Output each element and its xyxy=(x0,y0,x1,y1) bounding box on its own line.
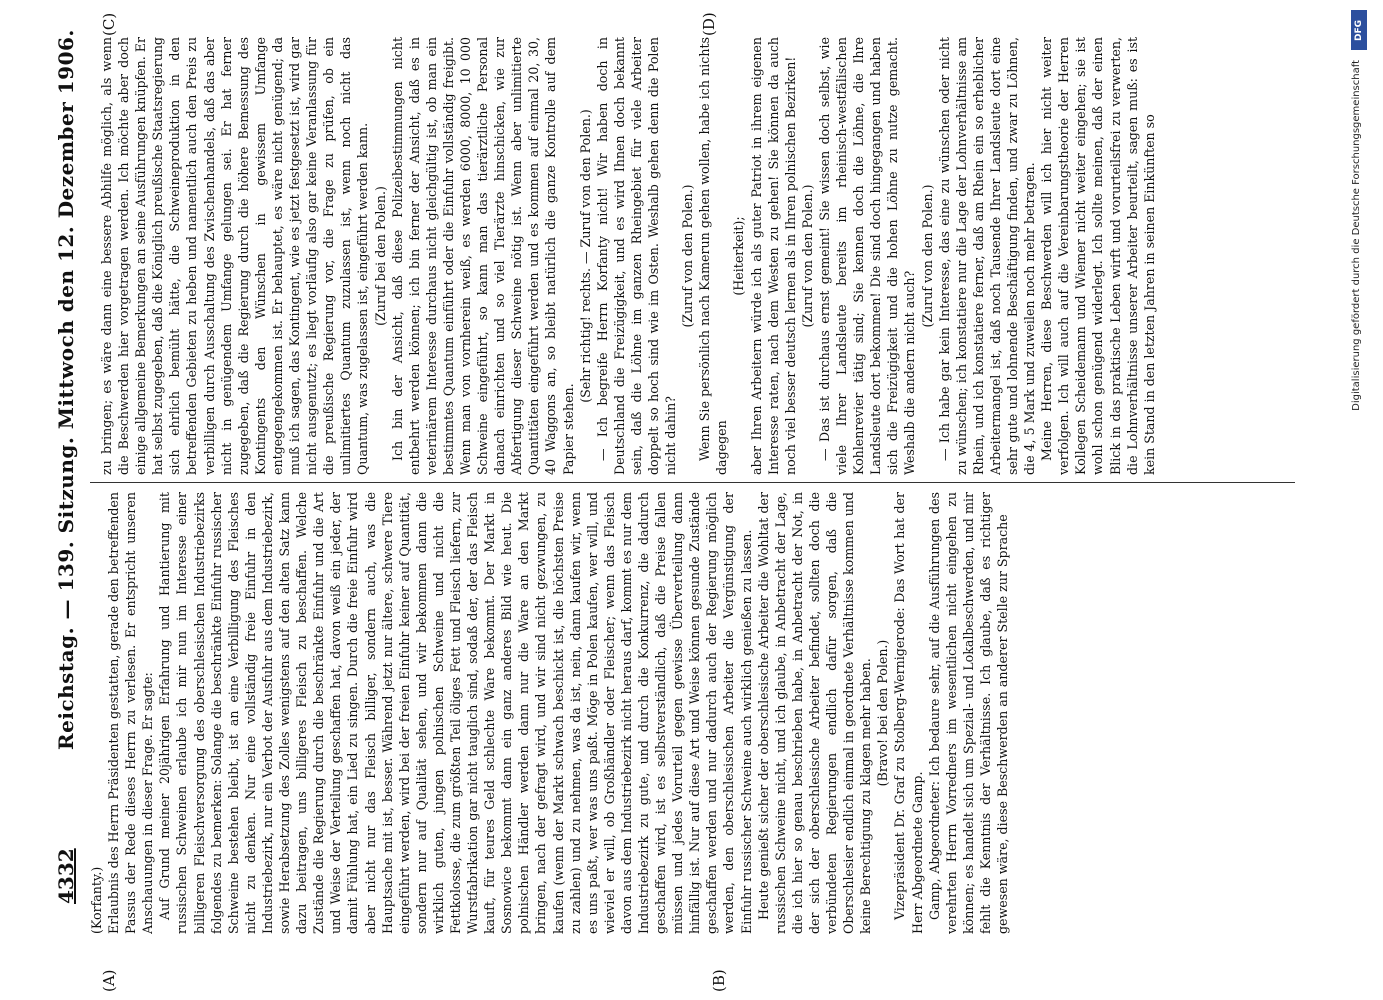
right-text-column xyxy=(98,37,1290,475)
interjection: (Zuruf von den Polen.) xyxy=(680,184,696,328)
paragraph: Ich bin der Ansicht, daß diese Polizeibestimmungen nicht entbehrt werden können; ich bin ferner der Ansicht, daß es in veterinärem Interesse durchaus nicht gleichgültig ist, ob man ein bestimmtes Quantum einführt oder die Einfuhr vollständig freigibt. Wenn man von vornherein weiß, es werden 6000, 8000, 10 000 Schweine eingeführt, so kann man das tierärztliche Personal danach einrichten und so viel Tierärzte hinschicken, wie zur Abfertigung dieser Schweine nötig ist. Wenn aber unlimitierte Quantitäten eingeführt werden und es kommen auf einmal 20, 30, 40 Waggons an, so bleibt natürlich die ganze Kontrolle auf dem Papier stehen. xyxy=(389,37,576,475)
left-text-column xyxy=(88,492,1304,934)
paragraph: Heute genießt sicher der oberschlesische Arbeiter die Wohltat der russischen Schweine nicht, und ich glaube, in Anbetracht der Lage, die ich hier so genau beschrieben habe, in Anbetracht der Not, in der sich der oberschlesische Arbeiter befindet, sollten doch die verbündeten Regierungen endlich dafür sorgen, daß die Oberschlesier endlich einmal in geordnete Verhältnisse kommen und keine Berechtigung zu klagen mehr haben. xyxy=(755,492,874,934)
page-header xyxy=(54,0,84,1000)
interjection: (Heiterkeit); xyxy=(731,216,747,296)
digitization-credit xyxy=(1349,6,1369,994)
speaker-tag: (Korfanty.) xyxy=(89,866,104,934)
paragraph: Erlaubnis des Herrn Präsidenten gestatten, gerade den betreffenden Passus der Rede dieses Herrn zu verlesen. Er entspricht unseren Anschauungen in dieser Frage. Er sagte: xyxy=(106,492,156,934)
paragraph: Meine Herren, diese Beschwerden will ich hier nicht weiter verfolgen. Ich will auch auf die Vereinbarungstheorie der Herren Kollegen Scheidemann und Wiemer nicht weiter eingehen; sie ist wohl schon genügend widerlegt. Ich sollte meinen, daß der einen Blick in das praktische Leben wirft und vorurteilsfrei zu verwerten, die Lohnverhältnisse unserer Arbeiter beurteilt, sagen muß: es ist kein Stand in den letzten Jahren in seinen Einkünften so xyxy=(1039,37,1157,475)
interjection: (Bravo! bei den Polen.) xyxy=(875,639,891,787)
paragraph: Wenn Sie persönlich nach Kamerun gehen wollen, habe ich nichts dagegen xyxy=(697,37,730,475)
paragraph: — Ich habe gar kein Interesse, das eine zu wünschen oder nicht zu wünschen; ich konstatiere nur die Lage der Lohnverhältnisse am Rhein, und ich konstatiere ferner, daß am Rhein ein so erheblicher Arbeitermangel ist, daß noch Tausende Ihrer Landsleute dort eine sehr gute und lohnende Beschäftigung finden, und zwar zu Löhnen, die 4, 5 Mark und zuweilen noch mehr betragen. xyxy=(936,37,1038,475)
interjection: (Zuruf bei den Polen.) xyxy=(372,186,388,326)
interjection: (Zuruf von den Polen.) xyxy=(919,184,935,328)
column-divider xyxy=(90,482,1295,483)
paragraph: — Das ist durchaus ernst gemeint! Sie wissen doch selbst, wie viele Ihrer Landsleute bereits im rheinisch-westfälischen Kohlenrevier tätig sind; Sie kennen doch die Löhne, die Ihre Landsleute dort bekommen! Die sind doch hingegangen und haben sich die Freizügigkeit und die hohen Löhne zu nutze gemacht. Weshalb die andern nicht auch? xyxy=(816,37,918,475)
margin-marker-a: (A) xyxy=(100,969,118,992)
interjection: (Sehr richtig! rechts. — Zuruf von den Polen.) xyxy=(577,109,593,403)
running-head: Reichstag. — 139. Sitzung. Mittwoch den 12. Dezember 1906. xyxy=(54,29,78,750)
margin-marker-d: (D) xyxy=(700,12,718,36)
paragraph: Gamp, Abgeordneter: Ich bedaure sehr, auf die Ausführungen des verehrten Herrn Vorredners im wesentlichen nicht eingehen zu können; es handelt sich um Spezial- und Lokalbeschwerden, und mir fehlt die Kenntnis der Verhältnisse. Ich glaube, daß es richtiger gewesen wäre, diese Beschwerden an anderer Stelle zur Sprache xyxy=(926,492,1010,934)
paragraph: — Ich begreife Herrn Korfanty nicht! Wir haben doch in Deutschland die Freizügigkeit, und es wird Ihnen doch bekannt sein, daß die Löhne im ganzen Rheingebiet für viele Arbeiter doppelt so hoch sind wie im Osten. Weshalb gehen denn die Polen nicht dahin? xyxy=(594,37,679,475)
quoted-paragraph: Auf Grund meiner 20jährigen Erfahrung und Hantierung mit russischen Schweinen erlaube ich mir nun im Interesse einer billigeren Fleischversorgung des oberschlesischen Industriebezirks folgendes zu bemerken: Solange die beschränkte Einfuhr russischer Schweine bestehen bleibt, ist an eine Verbilligung des Fleisches nicht zu denken. Nur eine vollständig freie Einfuhr in den Industriebezirk, nur ein Verbot der Ausfuhr aus dem Industriebezirk, sowie Herabsetzung des Zolles wenigstens auf den alten Satz kann dazu beitragen, uns billigeres Fleisch zu beschaffen. Welche Zustände die Regierung durch die beschränkte Einfuhr und die Art und Weise der Verteilung geschaffen hat, davon weiß ein jeder, der damit Fühlung hat, ein Lied zu singen. Durch die freie Einfuhr wird aber nicht nur das Fleisch billiger, sondern auch, was die Hauptsache mit ist, besser. Während jetzt nur ältere, schwere Tiere eingeführt werden, wird bei der freien Einfuhr keiner auf Quantität, sondern nur auf Qualität sehen, und wir bekommen dann die wirklich guten, jungen polnischen Schweine und nicht die Fettkolosse, die zum größten Teil öliges Fett und Fleisch liefern, zur Wurstfabrikation gar nicht tauglich sind, sodaß der, der das Fleisch kauft, für teures Geld schlechte Ware bekommt. Der Markt in Sosnowice bekommt dann ein ganz anderes Bild wie heut. Die polnischen Händler werden dann nur die Ware an den Markt bringen, nach der gefragt wird, und wir sind nicht gezwungen, zu kaufen (wenn der Markt schwach beschickt ist, die höchsten Preise zu zahlen) und zu nehmen, was da ist, nein, dann kaufen wir, wenn es uns paßt, wer was uns paßt. Möge in Polen kaufen, wer will, und wieviel er will, ob Großhändler oder Fleischer; wenn das Fleisch davon aus dem Industriebezirk nicht heraus darf, kommt es nur dem Industriebezirk zu gute, und durch die Konkurrenz, die dadurch geschaffen wird, ist es selbstverständlich, daß die Preise fallen müssen und jedes Vorurteil gegen gewisse Überverteilung dann hinfällig ist. Nur auf diese Art und Weise können gesunde Zustände geschaffen werden und nur dadurch auch der Regierung möglich werden, den oberschlesischen Arbeiter die Vergünstigung der Einfuhr russischer Schweine auch wirklich genießen zu lassen. xyxy=(157,492,754,934)
paragraph: Vizepräsident Dr. Graf zu Stolberg-Wernigerode: Das Wort hat der Herr Abgeordnete Gamp. xyxy=(892,492,925,934)
page-number: 4332 xyxy=(54,848,78,904)
dfg-credit-text: Digitalisierung gefördert durch die Deutsche Forschungsgemeinschaft xyxy=(1351,60,1362,411)
paragraph: aber Ihren Arbeitern würde ich als guter Patriot in ihrem eigenen Interesse raten, nach dem Westen zu gehen! Sie können da auch noch viel besser deutsch lernen als in Ihren polnischen Bezirken! xyxy=(748,37,798,475)
dfg-logo: DFG xyxy=(1351,10,1367,50)
margin-marker-c: (C) xyxy=(100,12,118,36)
margin-marker-b: (B) xyxy=(710,969,728,992)
paragraph: zu bringen; es wäre dann eine bessere Abhilfe möglich, als wenn die Beschwerden hier vorgetragen werden. Ich möchte aber doch einige allgemeine Bemerkungen an seine Ausführungen knüpfen. Er hat selbst zugegeben, daß die Königlich preußische Staatsregierung sich ehrlich bemüht hätte, die Schweineproduktion in den betreffenden Gebieten zu heben und namentlich auch den Preis zu verbilligen durch Ausschaltung des Zwischenhandels, daß das aber nicht in genügendem Umfange gelungen sei. Er hat ferner zugegeben, daß die Regierung durch die höhere Bemessung des Kontingents den Wünschen in gewissem Umfange entgegengekommen ist. Er behauptet, es wäre nicht genügend; da muß ich sagen, das Kontingent, wie es jetzt festgesetzt ist, wird gar nicht ausgenutzt; es liegt vorläufig also gar keine Veranlassung für die preußische Regierung vor, die Frage zu prüfen, ob ein unlimitiertes Quantum zuzulassen ist, wenn noch nicht das Quantum, was zugelassen ist, eingeführt werden kann. xyxy=(99,37,371,475)
interjection: (Zuruf von den Polen.) xyxy=(799,184,815,328)
